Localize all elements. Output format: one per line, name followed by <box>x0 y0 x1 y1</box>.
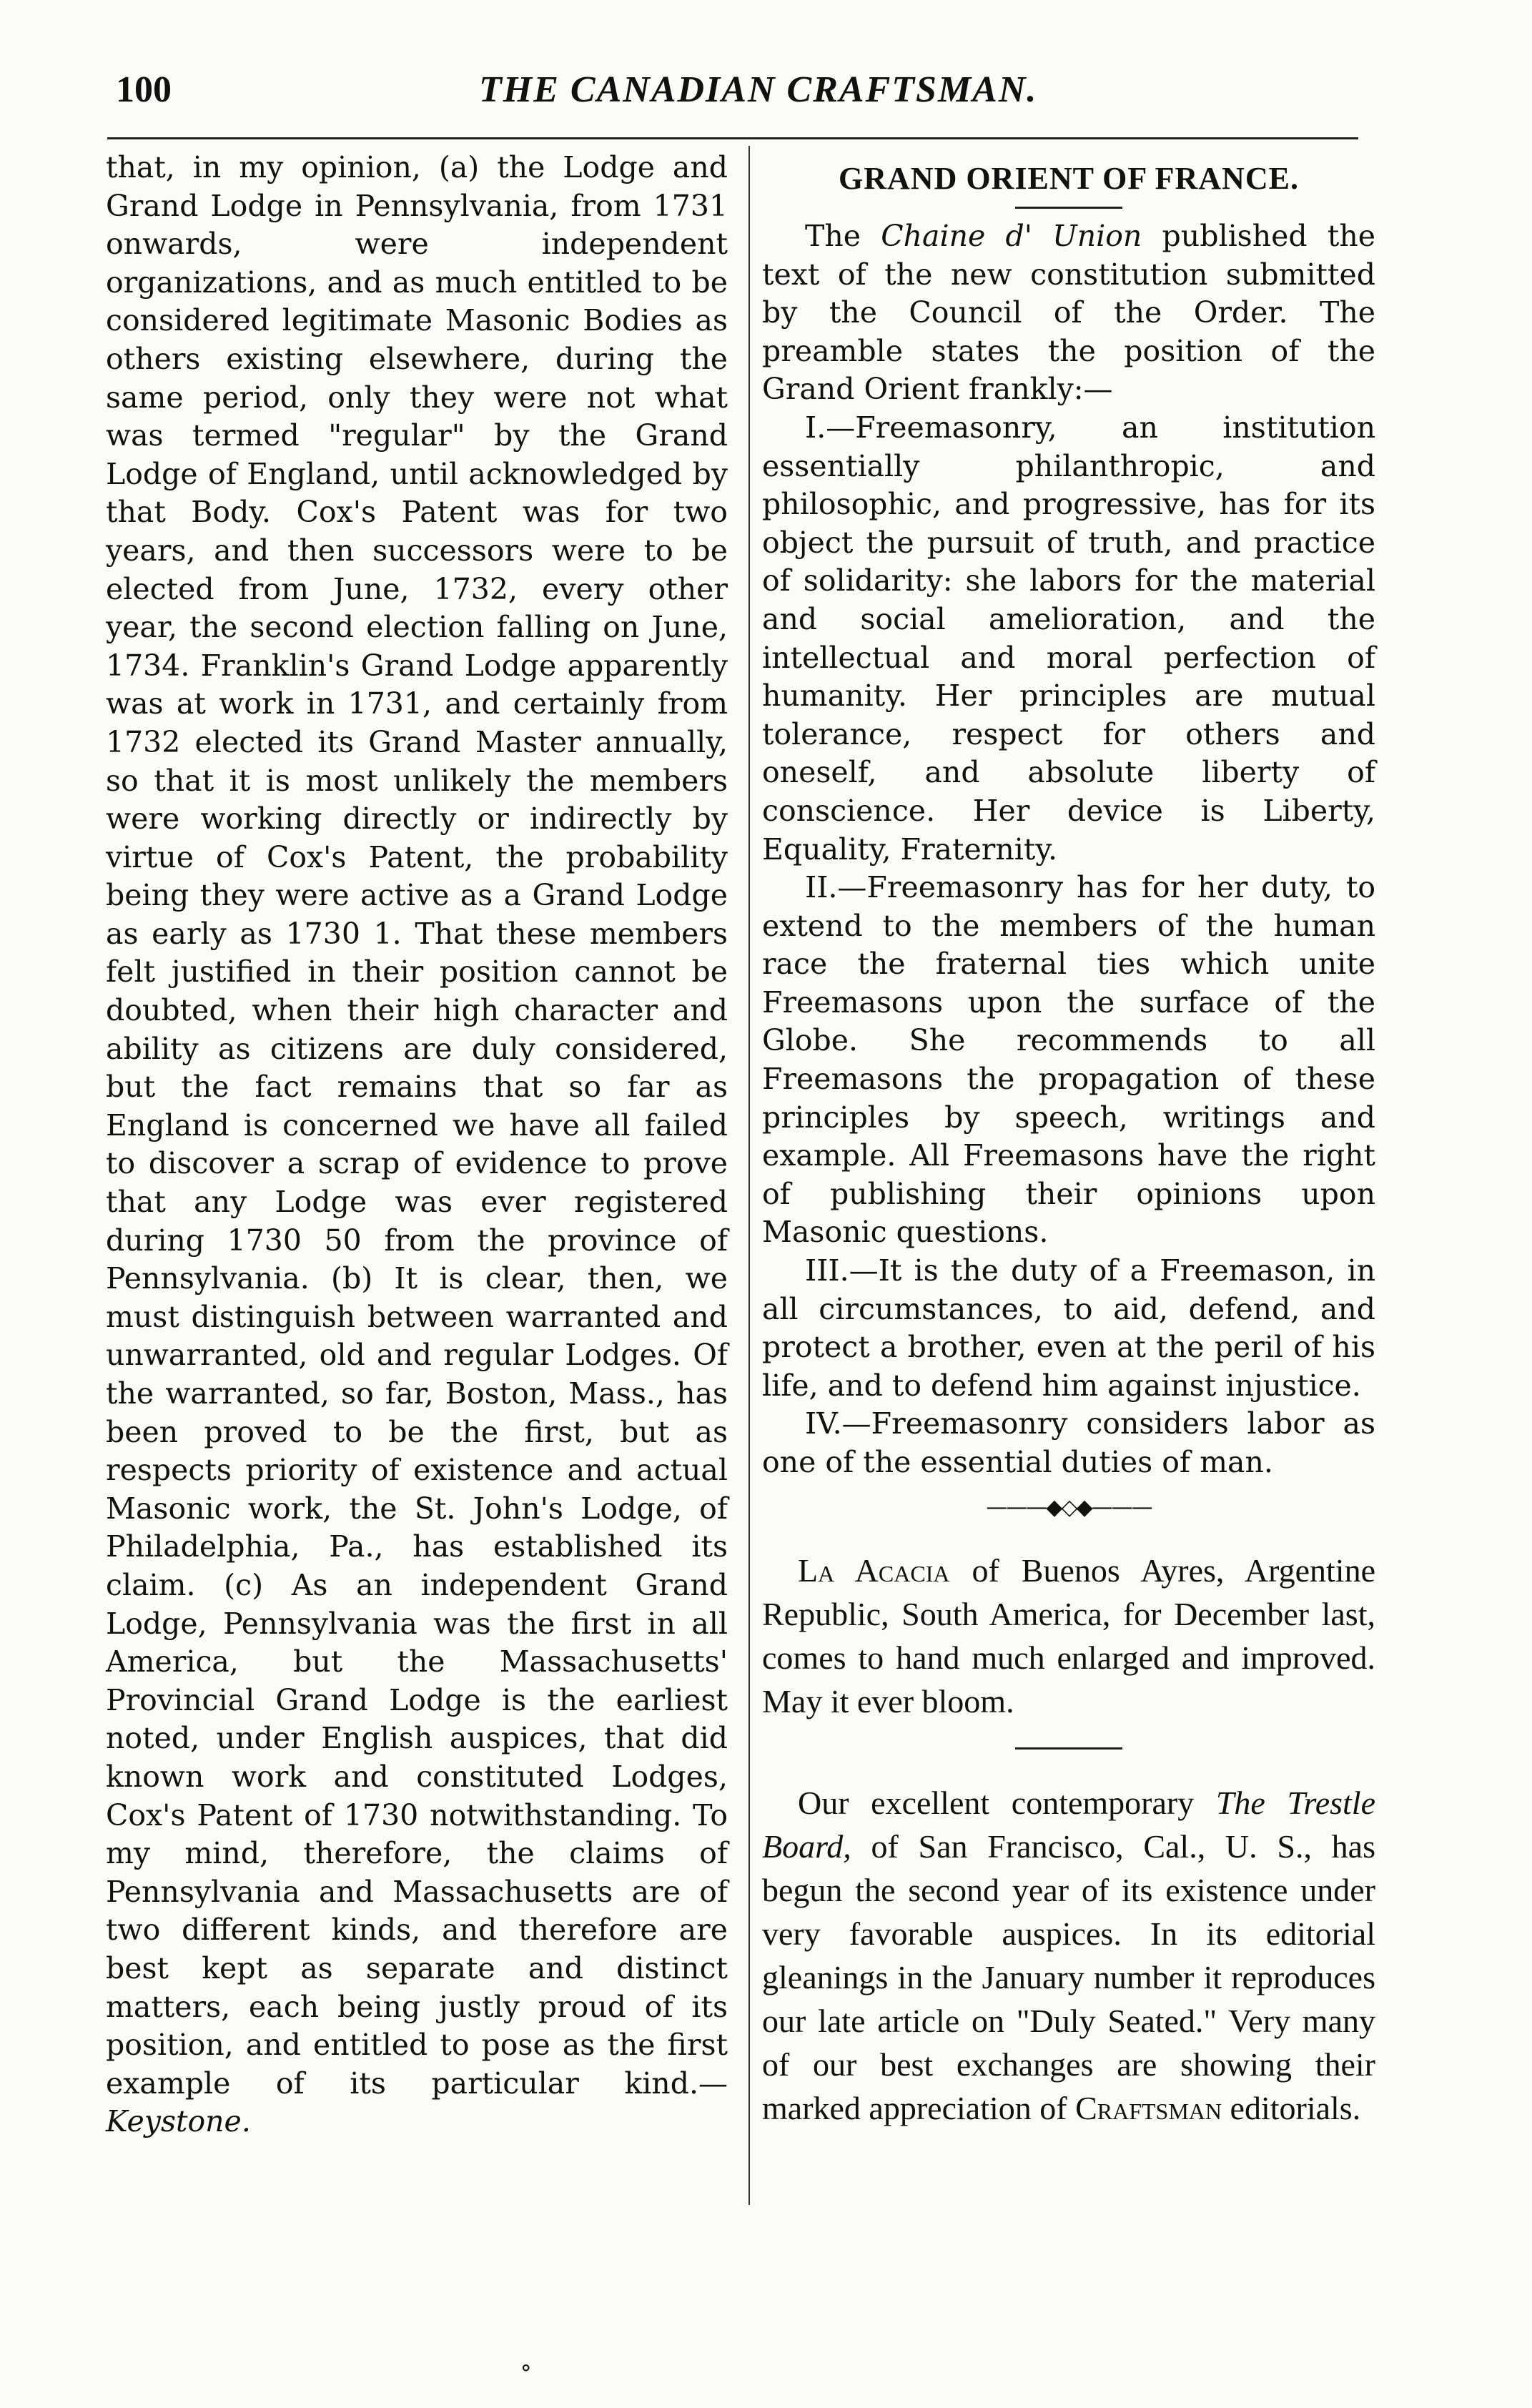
attribution: —Keystone. <box>106 2066 728 2139</box>
article-four: IV.—Freemasonry considers labor as one of the essential duties of man. <box>762 1406 1375 1479</box>
left-column <box>106 149 728 2141</box>
note-trestle-start: Our excellent contemporary <box>798 1784 1216 1821</box>
note-trestle-end: editorials. <box>1222 2089 1361 2126</box>
left-article-body <box>106 149 728 2141</box>
header-rule <box>107 137 1358 139</box>
title-rule <box>1015 207 1122 209</box>
section-ornament: ———◆◇◆——— <box>986 1494 1152 1520</box>
intro-text-start: The <box>805 219 881 253</box>
footer-mark: ⚬ <box>518 2357 535 2380</box>
note-acacia-text: of Buenos Ayres, Argentine Republic, South America, for December last, comes to hand much enlarged and improved. May it ever bloom. <box>762 1551 1375 1719</box>
note-acacia-name: La Acacia <box>798 1551 950 1589</box>
note-craftsman-name: Craftsman <box>1075 2089 1222 2126</box>
article-two: II.—Freemasonry has for her duty, to extend to the members of the human race the fraternal ties which unite Freemasons upon the surface of the Globe. She recommends to all Freemasons the propagation of these principles by speech, writings and example. All Freemasons have the right of publishing their opinions upon Masonic questions. <box>762 870 1375 1250</box>
note-trestle-periodical: The Trestle Board, <box>762 1784 1375 1865</box>
intro-text-end: published the text of the new constitution submitted by the Council of the Order. The preamble states the position of the Grand Orient frankly:— <box>762 219 1375 407</box>
note-trestle-middle: of San Francisco, Cal., U. S., has begun the second year of its existence under very favorable auspices. In its editorial gleanings in the January number it reproduces our late article on "Duly Seated." Very many of our best exchanges are showing their marked appreciation of <box>762 1827 1375 2126</box>
running-title: THE CANADIAN CRAFTSMAN. <box>479 69 1038 110</box>
article-three: III.—It is the duty of a Freemason, in all circumstances, to aid, defend, and protect a brother, even at the peril of his life, and to defend him against injustice. <box>762 1253 1375 1403</box>
grand-orient-intro <box>762 217 1375 409</box>
note-trestle-board <box>762 1781 1375 2130</box>
left-article-text: that, in my opinion, (a) the Lodge and Grand Lodge in Pennsylvania, from 1731 onwards, were independent organizations, and as much entitled to be considered legitimate Masonic Bodies as others existing elsewhere, during the same period, only they were not what was termed "regular" by the Grand Lodge of England, until acknowledged by that Body. Cox's Patent was for two years, and then successors were to be elected from June, 1732, every other year, the second election falling on June, 1734. Franklin's Grand Lodge apparently was at work in 1731, and certainly from 1732 elected its Grand Master annually, so that it is most unlikely the members were working directly or indirectly by virtue of Cox's Patent, the probability being they were active as a Grand Lodge as early as 1730 1. That these members felt justified in their position cannot be doubted, when their high character and ability as citizens are duly considered, but the fact remains that so far as England is concerned we have all failed to discover a scrap of evidence to prove that any Lodge was ever registered during 1730 50 from the province of Pennsylvania. (b) It is clear, then, we must distinguish between warranted and unwarranted, old and regular Lodges. Of the warranted, so far, Boston, Mass., has been proved to be the first, but as respects priority of existence and actual Masonic work, the St. John's Lodge, of Philadelphia, Pa., has established its claim. (c) As an independent Grand Lodge, Pennsylvania was the first in all America, but the Massachusetts' Provincial Grand Lodge is the earliest noted, under English auspices, that did known work and constituted Lodges, Cox's Patent of 1730 notwithstanding. To my mind, therefore, the claims of Pennsylvania and Massachusetts are of two different kinds, and therefore are best kept as separate and distinct matters, each being justly proud of its position, and entitled to pose as the first example of its particular kind. <box>106 150 728 2101</box>
article-one: I.—Freemasonry, an institution essentially philanthropic, and philosophic, and progressive, has for its object the pursuit of truth, and practice of solidarity: she labors for the material and social amelioration, and the intellectual and moral perfection of humanity. Her principles are mutual tolerance, respect for others and oneself, and absolute liberty of conscience. Her device is Liberty, Equality, Fraternity. <box>762 410 1375 867</box>
section-title: GRAND ORIENT OF FRANCE. <box>839 161 1299 196</box>
page-number: 100 <box>116 69 172 110</box>
note-divider <box>762 1739 1375 1752</box>
column-divider <box>748 146 750 2205</box>
note-acacia <box>762 1549 1375 1723</box>
periodical-name: Chaine d' Union <box>881 219 1142 253</box>
page-header <box>107 69 1358 126</box>
right-column <box>762 149 1375 2130</box>
